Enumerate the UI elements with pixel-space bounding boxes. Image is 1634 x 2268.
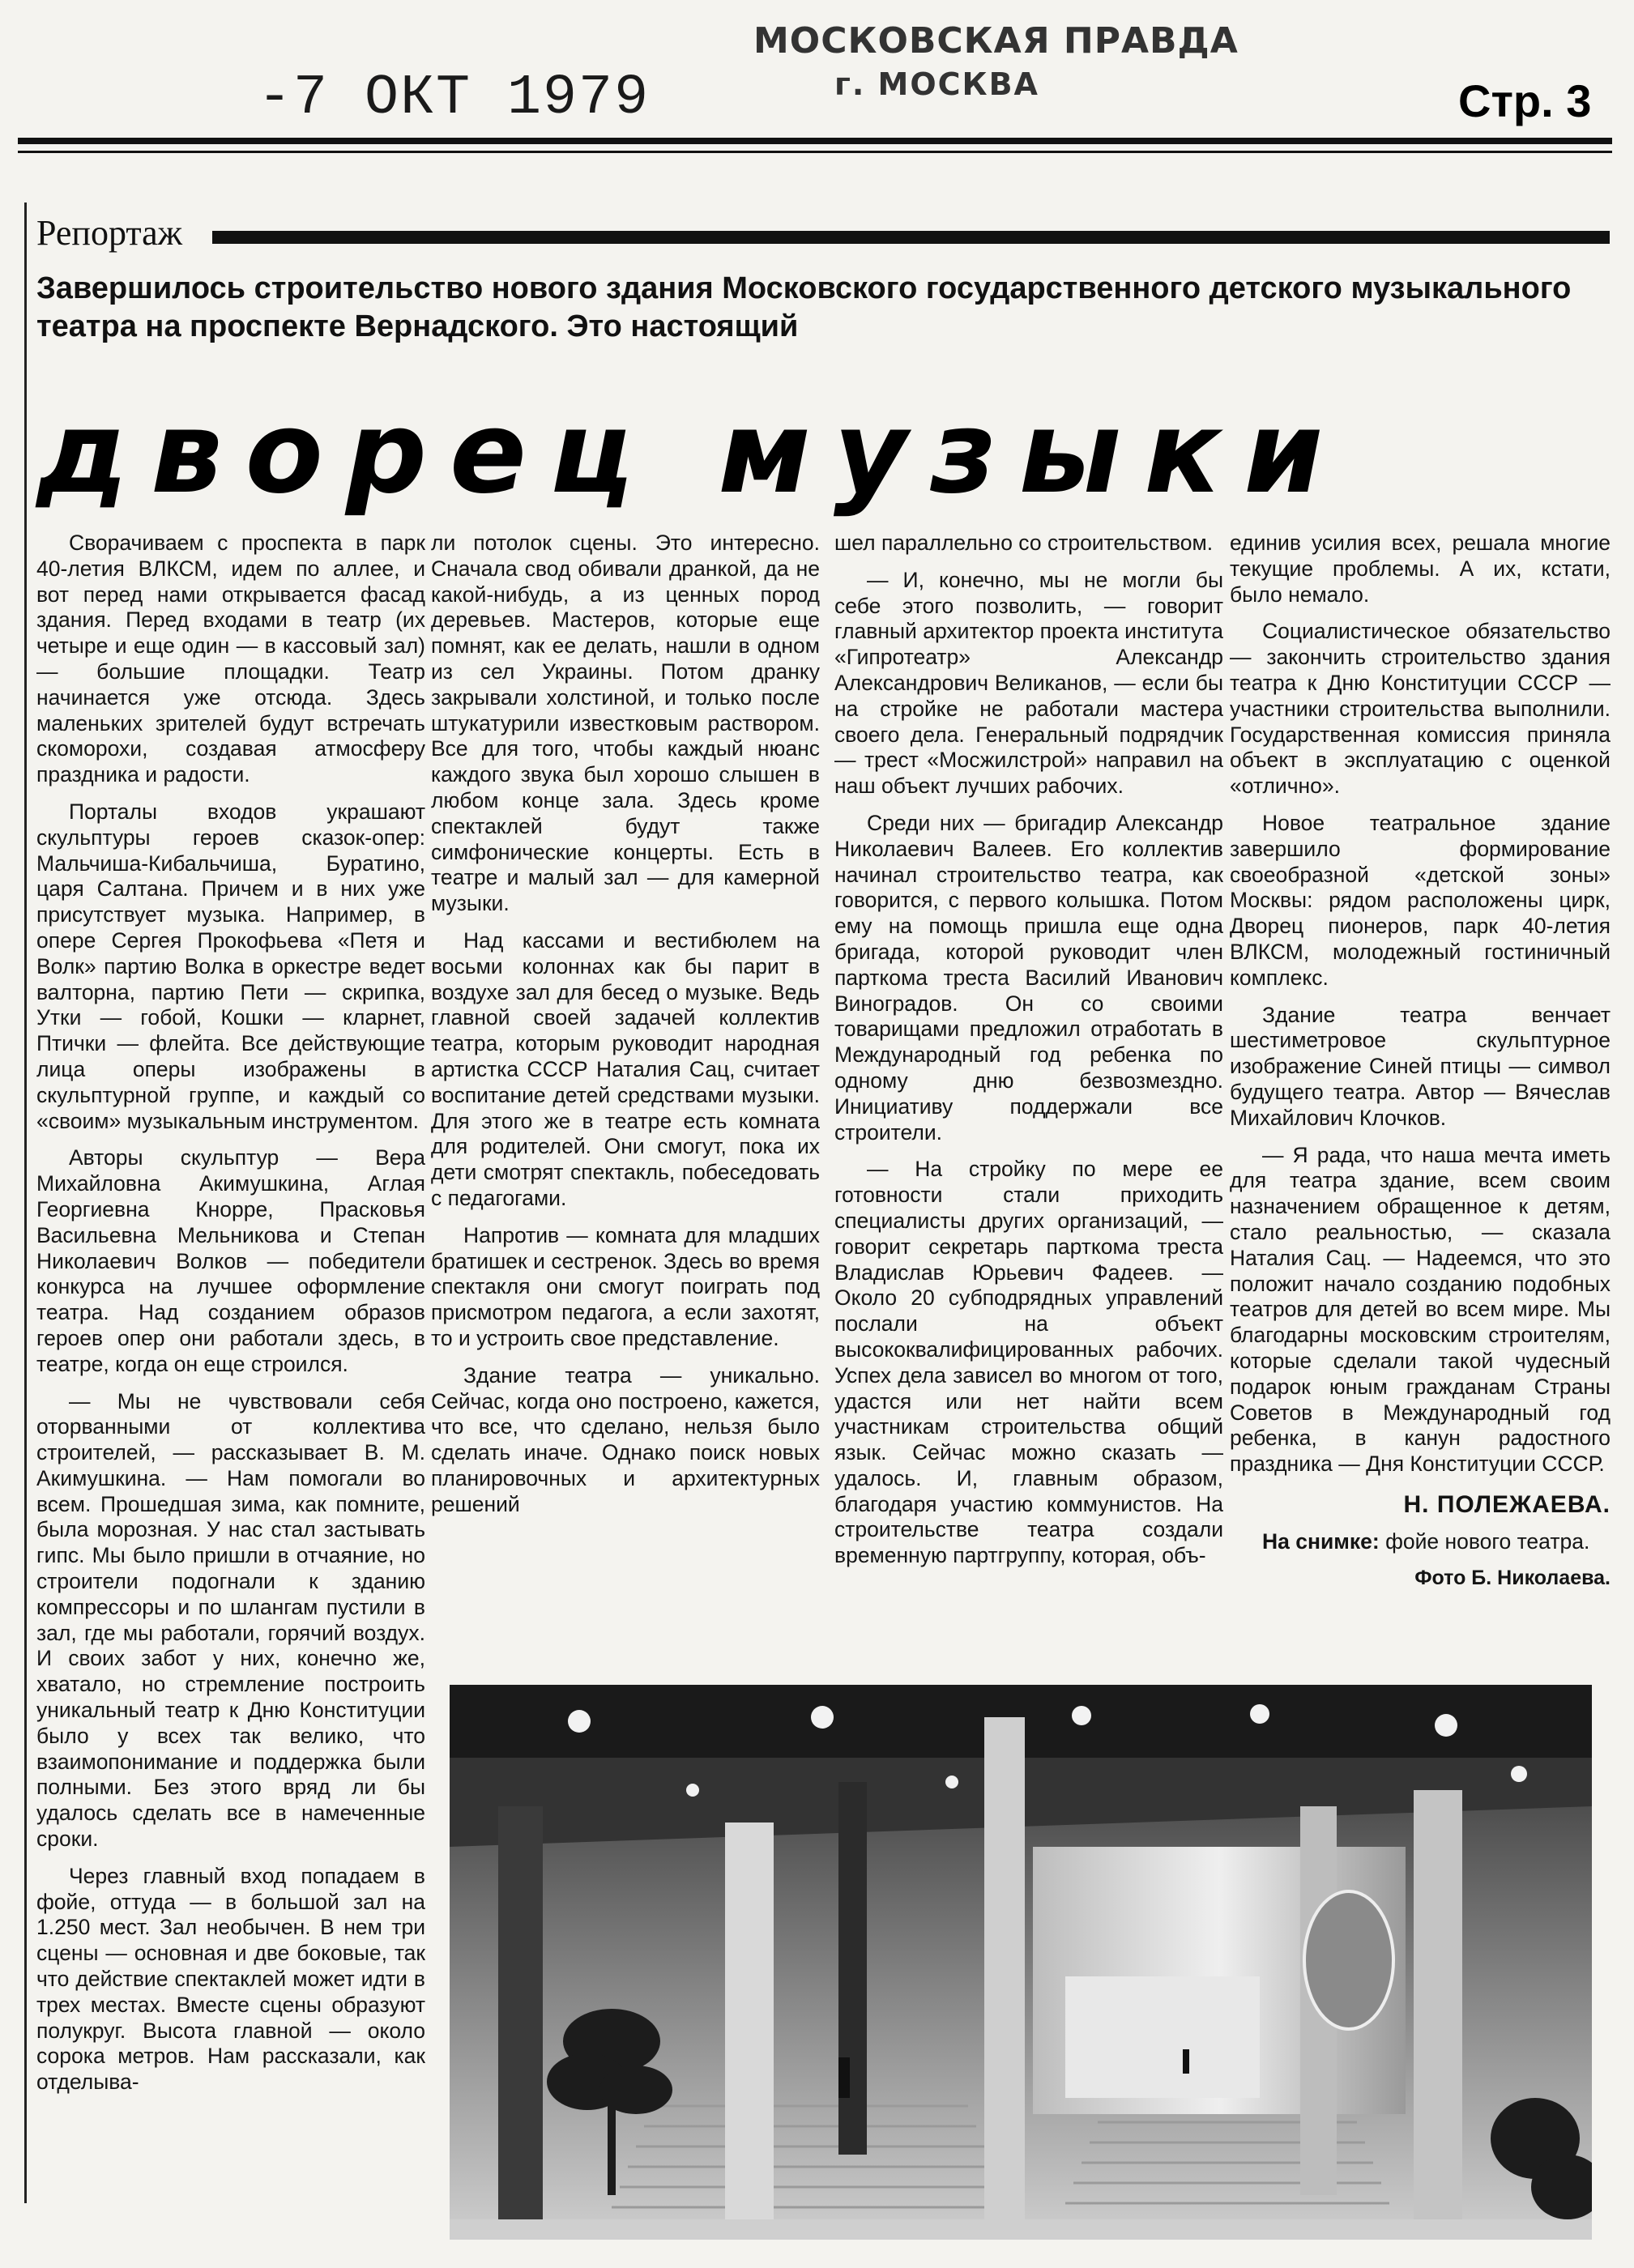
top-rule-thin bbox=[18, 151, 1612, 153]
date-stamp: -7 ОКТ 1979 bbox=[258, 66, 651, 130]
rubric-rule bbox=[212, 231, 1610, 244]
foyer-photo bbox=[450, 1685, 1592, 2240]
paragraph: Здание театра — уникально. Сейчас, когда оно построено, кажется, что все, что сделано, нельзя было сделать иначе. Однако поиск новых планировочных и архитектурных решений bbox=[431, 1362, 820, 1516]
page-number: Стр. 3 bbox=[1458, 75, 1592, 126]
caption-text: фойе нового театра. bbox=[1385, 1528, 1590, 1554]
caption-label: На снимке: bbox=[1262, 1528, 1380, 1554]
article-headline: дворец музыки bbox=[36, 387, 1346, 519]
paragraph: Социалистическое обязательство — закончить строительство здания театра к Дню Конституции СССР — участники строительства выполнили. Государственная комиссия приняла объект в эксплуатацию с оценкой «отлично». bbox=[1230, 619, 1611, 799]
text-column-1 bbox=[36, 531, 425, 2215]
paragraph: Сворачиваем с проспекта в парк 40-летия ВЛКСМ, идем по аллее, и вот перед нами открывается фасад здания. Перед входами в театр (их четыре и еще один — в кассовый зал) — большие площадки. Театр начинается уже отсюда. Здесь маленьких зрителей будут встречать скоморохи, создавая атмосферу праздника и радости. bbox=[36, 531, 425, 787]
photo-credit: Фото Б. Николаева. bbox=[1414, 1567, 1611, 1590]
paragraph: — Мы не чувствовали себя оторванными от коллектива строителей, — рассказывает В. М. Акимушкина. — Нам помогали во всем. Прошедшая зима, как помните, была морозная. У нас стал застывать гипс. Мы было пришли в отчаяние, но строители подогнали к зданию компрессоры и по шлангам пустили в зал, где мы работали, горячий воздух. И своих забот у них, конечно же, хватало, но стремление построить уникальный театр к Дню Конституции было у всех так велико, что взаимопонимание и поддержка были полными. Без этого вряд ли бы удалось сделать все в намеченные сроки. bbox=[36, 1388, 425, 1852]
foyer-photo-illustration bbox=[450, 1685, 1592, 2240]
newspaper-stamp: МОСКОВСКАЯ ПРАВДА bbox=[753, 20, 1239, 62]
rubric-label: Репортаж bbox=[36, 213, 183, 253]
paragraph: единив усилия всех, решала многие текущие проблемы. А их, кстати, было немало. bbox=[1230, 531, 1611, 607]
paragraph: — И, конечно, мы не могли бы себе этого позволить, — говорит главный архитектор проекта института «Гипротеатр» Александр Александрович Великанов, — если бы на стройке не работали мастера своего дела. Генеральный подрядчик — трест «Мосжилстрой» направил на наш объект лучших рабочих. bbox=[834, 567, 1223, 799]
paragraph: Авторы скульптур — Вера Михайловна Акимушкина, Аглая Георгиевна Кнорре, Прасковья Васильевна Мельникова и Степан Николаевич Волков — победители конкурса на лучшее оформление театра. Над созданием образов героев опер они работали здесь, в театре, когда он еще строился. bbox=[36, 1145, 425, 1376]
text-column-4 bbox=[1230, 531, 1611, 1681]
top-rule bbox=[18, 138, 1612, 144]
author-signature: Н. ПОЛЕЖАЕВА. bbox=[1403, 1490, 1611, 1518]
paragraph: — Я рада, что наша мечта иметь для театра здание, всем своим назначением обращенное к детям, стало реальностью, — сказала Наталия Сац. — Надеемся, что это положит начало созданию подобных театров для детей во всем мире. Мы благодарны московским строителям, которые сделали такой чудесный подарок юным гражданам Страны Советов в Международный год ребенка, в канун радостного праздника — Дня Конституции СССР. bbox=[1230, 1142, 1611, 1477]
paragraph: Порталы входов украшают скульптуры героев сказок-опер: Мальчиша-Кибальчиша, Буратино, царя Салтана. Причем и в них уже присутствует музыка. Например, в опере Сергея Прокофьева «Петя и Волк» партию Волка в оркестре ведет валторна, партию Пети — скрипка, Утки — гобой, Кошки — кларнет, Птички — флейта. Все действующие лица оперы изображены в скульптурной группе, и каждый со «своим» музыкальным инструментом. bbox=[36, 799, 425, 1133]
paragraph: Над кассами и вестибюлем на восьми колоннах как бы парит в воздухе зал для бесед о музыке. Ведь главной своей задачей коллектив театра, которым руководит народная артистка СССР Наталия Сац, считает воспитание детей средствами музыки. Для этого же в театре есть комната для родителей. Они смогут, пока их дети смотрят спектакль, побеседовать с педагогами. bbox=[431, 927, 820, 1210]
paragraph: Новое театральное здание завершило формирование своеобразной «детской зоны» Москвы: рядом расположены цирк, Дворец пионеров, парк 40-летия ВЛКСМ, молодежный гостиничный комплекс. bbox=[1230, 810, 1611, 990]
text-column-3 bbox=[834, 531, 1223, 1681]
paragraph: Через главный вход попадаем в фойе, оттуда — в большой зал на 1.250 мест. Зал необычен. В нем три сцены — основная и две боковые, так что действие спектаклей может идти в трех местах. Вместе сцены образуют полукруг. Высота главной — около сорока метров. Нам рассказали, как отделыва- bbox=[36, 1863, 425, 2095]
text-column-2 bbox=[431, 531, 820, 1681]
paragraph: шел параллельно со строительством. bbox=[834, 531, 1214, 555]
article-lead: Завершилось строительство нового здания Московского государственного детского музыкального театра на проспекте Вернадского. Это настоящий bbox=[36, 271, 1572, 343]
paragraph: Среди них — бригадир Александр Николаевич Валеев. Его коллектив начинал строительство театра, как говорится, с первого колышка. Потом ему на помощь пришла еще одна бригада, которой руководит член парткома треста Василий Иванович Виноградов. Он со своими товарищами предложил отработать в Международный год ребенка по одному дню безвозмездно. Инициативу поддержали все строители. bbox=[834, 810, 1223, 1145]
city-stamp: г. МОСКВА bbox=[834, 66, 1039, 102]
paragraph: Напротив — комната для младших братишек и сестренок. Здесь во время спектакля они смогут поиграть под присмотром педагога, а если захотят, то и устроить свое представление. bbox=[431, 1222, 820, 1350]
paragraph: ли потолок сцены. Это интересно. Сначала свод обивали дранкой, да не какой-нибудь, а из ценных пород деревьев. Мастеров, которые еще помнят, как ее делать, нашли в одном из сел Украины. Потом дранку закрывали холстиной, и только после штукатурили известковым раствором. Все для того, чтобы каждый нюанс каждого звука был хорошо слышен в любом конце зала. Здесь кроме спектаклей будут также симфонические концерты. Есть в театре и малый зал — для камерной музыки. bbox=[431, 531, 820, 916]
paragraph: — На стройку по мере ее готовности стали приходить специалисты других организаций, — говорит секретарь парткома треста Владислав Юрьевич Фадеев. — Около 20 субподрядных управлений послали на объект высококвалифицированных рабочих. Успех дела зависел во многом от того, удастся или нет найти всем участникам строительства общий язык. Сейчас можно сказать — удалось. И, главным образом, благодаря участию коммунистов. На строительстве театра создали временную партгруппу, которая, объ- bbox=[834, 1157, 1223, 1568]
paragraph: Здание театра венчает шестиметровое скульптурное изображение Синей птицы — символ будущего театра. Автор — Вячеслав Михайлович Клочков. bbox=[1230, 1002, 1611, 1130]
photo-caption bbox=[1230, 1529, 1611, 1555]
